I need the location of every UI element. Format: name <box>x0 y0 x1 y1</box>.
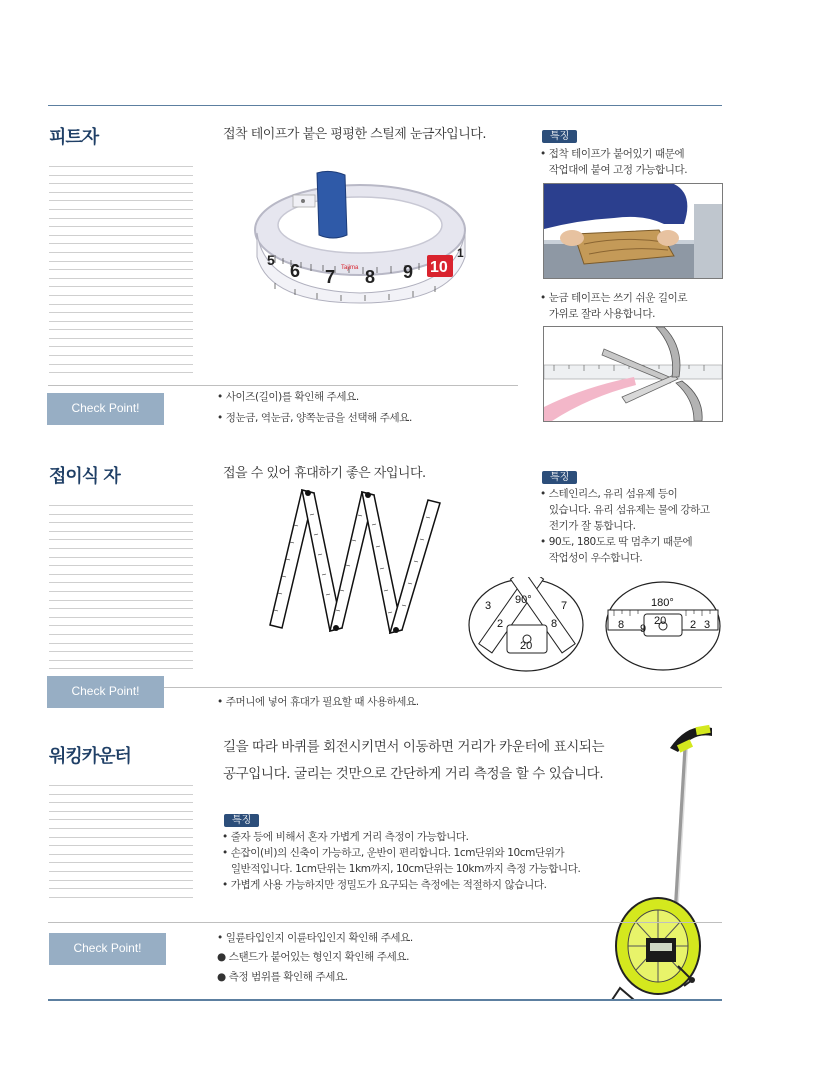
check-item: ● 측정 범위를 확인해 주세요. <box>217 971 348 983</box>
feature-item: • 스테인리스, 유리 섬유제 등이 있습니다. 유리 섬유제는 물에 강하고 전기가 잘 통합니다. <box>540 488 710 532</box>
tape-number: 8 <box>365 267 376 287</box>
tape-number: 1 <box>457 246 464 260</box>
dial-number: 2 <box>497 618 504 630</box>
section-separator <box>48 922 722 923</box>
tape-number: 9 <box>403 262 414 282</box>
dial-center-number: 20 <box>520 640 533 652</box>
check-item: • 일륜타입인지 이륜타입인지 확인해 주세요. <box>217 932 413 944</box>
check-item: • 주머니에 넣어 휴대가 필요할 때 사용하세요. <box>217 696 419 708</box>
check-item: ● 스탠드가 붙어있는 형인지 확인해 주세요. <box>217 951 410 963</box>
dial-number: 9 <box>640 623 647 635</box>
tape-brand: Tajima <box>341 265 359 271</box>
dial-number: 8 <box>551 618 558 630</box>
section-title-folding-ruler: 접이식 자 <box>49 466 120 487</box>
workbench-photo <box>543 183 723 279</box>
check-item: • 정눈금, 역눈금, 양쪽눈금을 선택해 주세요. <box>217 412 412 424</box>
section-top-line <box>48 105 722 106</box>
angle-180-dial-image <box>604 580 722 672</box>
feature-item: • 90도, 180도로 딱 멈추기 때문에 작업성이 우수합니다. <box>540 536 693 564</box>
folding-ruler-image <box>262 485 452 640</box>
section-title-walking-counter: 워킹카운터 <box>49 746 131 767</box>
tape-number: 6 <box>290 261 301 281</box>
description-line: 길을 따라 바퀴를 회전시키면서 이동하면 거리가 카운터에 표시되는 <box>223 739 605 755</box>
tape-number: 10 <box>430 259 448 276</box>
dial-number: 2 <box>690 619 697 631</box>
check-item: • 사이즈(길이)를 확인해 주세요. <box>217 391 359 403</box>
section-description: 접착 테이프가 붙은 평평한 스틸제 눈금자입니다. <box>223 127 486 142</box>
section-title-fit-ruler: 피트자 <box>49 127 99 148</box>
feature-badge: 특징 <box>224 808 259 827</box>
notes-lines <box>49 166 193 381</box>
feature-badge: 특징 <box>542 465 577 484</box>
tape-number: 7 <box>325 267 336 287</box>
notes-lines <box>49 505 193 677</box>
check-point-button[interactable]: Check Point! <box>49 933 166 965</box>
feature-item: • 손잡이(비)의 신축이 가능하고, 운반이 편리합니다. 1cm단위와 10cm단위가 일반적입니다. 1cm단위는 1km까지, 10cm단위는 10km까지 측정 가능합니다. <box>222 847 581 875</box>
description-line: 공구입니다. 굴리는 것만으로 간단하게 거리 측정을 할 수 있습니다. <box>223 766 604 782</box>
angle-90-dial-image <box>467 577 585 673</box>
feature-item: • 눈금 테이프는 쓰기 쉬운 길이로 가위로 잘라 사용합니다. <box>540 292 688 320</box>
tape-number: 5 <box>267 252 275 268</box>
walking-counter-image <box>608 718 720 1003</box>
check-point-button[interactable]: Check Point! <box>47 393 164 425</box>
feature-badge: 특징 <box>542 124 577 143</box>
dial-center-number: 20 <box>654 615 667 627</box>
feature-item: • 접착 테이프가 붙어있기 때문에 작업대에 붙여 고정 가능합니다. <box>540 148 688 176</box>
scissors-photo <box>543 326 723 422</box>
feature-item: • 줄자 등에 비해서 혼자 가볍게 거리 측정이 가능합니다. <box>222 831 469 843</box>
section-description: 접을 수 있어 휴대하기 좋은 자입니다. <box>223 466 426 481</box>
notes-lines <box>49 785 193 905</box>
page-bottom-line <box>48 999 722 1001</box>
dial-number: 7 <box>561 600 568 612</box>
section-description <box>223 734 604 788</box>
check-point-button[interactable]: Check Point! <box>47 676 164 708</box>
section-separator <box>48 385 518 386</box>
feature-item: • 가볍게 사용 가능하지만 정밀도가 요구되는 측정에는 적절하지 않습니다. <box>222 879 547 891</box>
dial-number: 3 <box>485 600 492 612</box>
angle-label: 180° <box>651 597 674 609</box>
dial-number: 3 <box>704 619 711 631</box>
angle-label: 90° <box>515 594 532 606</box>
dial-number: 8 <box>618 619 625 631</box>
fit-ruler-tape-image <box>245 165 475 305</box>
